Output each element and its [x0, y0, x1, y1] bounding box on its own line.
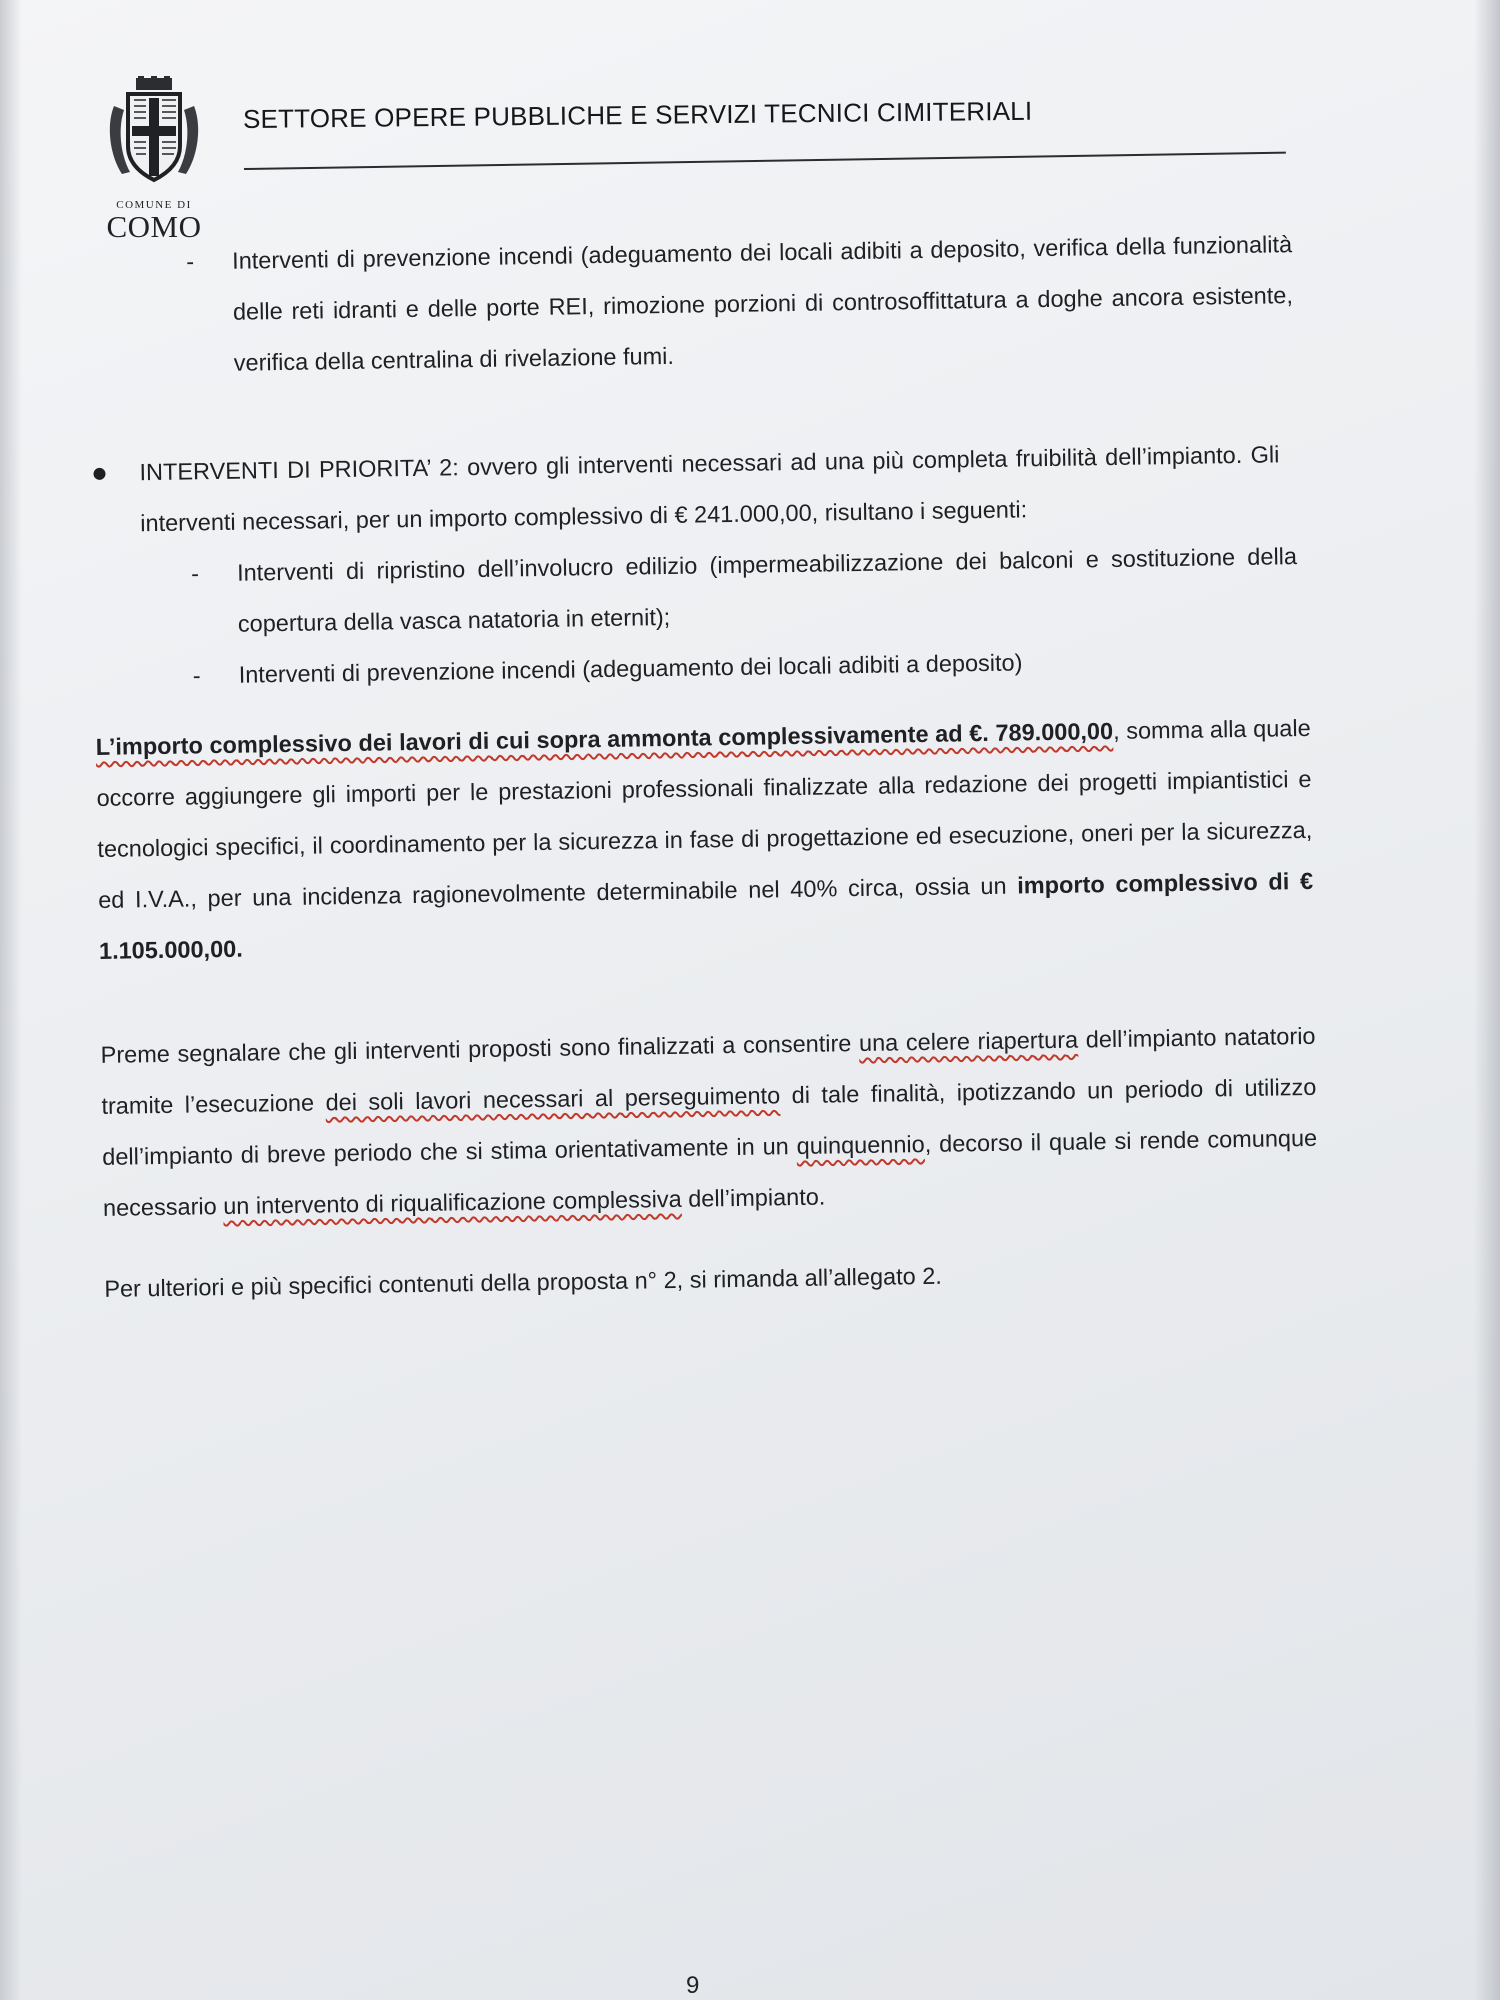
preme-highlight: una celere riapertura: [858, 1026, 1079, 1057]
preme-highlight: dei soli lavori necessari al perseguimento: [325, 1082, 781, 1116]
list-dash: -: [190, 560, 200, 587]
priority-2-paragraph: INTERVENTI DI PRIORITA’ 2: ovvero gli interventi necessari ad una più completa fruibilità dell’impianto. Gli interventi necessari, per un importo complessivo di € 241.000,00, risultano i seguenti:: [139, 441, 1280, 537]
summary-total-bold: importo complessivo di € 1.105.000,00.: [98, 867, 1314, 964]
preme-paragraph: [100, 1011, 1318, 1234]
preme-text: dell’impianto natatorio tramite l’esecuzione: [101, 1022, 1316, 1119]
como-coat-of-arms-logo: [100, 76, 208, 242]
logo-como: COMO: [106, 209, 202, 244]
summary-text: , somma alla quale occorre aggiungere gli importi per le prestazioni professionali finalizzate alla redazione dei progetti impiantistici e tecnologici specifici, il coordinamento per la sicurezza in fase di progettazione ed esecuzione, oneri per la sicurezza, ed I.V.A., per una incidenza ragionevolmente determinabile nel 40% circa, ossia un: [96, 714, 1313, 913]
header-divider: [244, 152, 1286, 170]
page-number: 9: [686, 1972, 700, 1999]
list-dash: -: [185, 248, 195, 275]
fire-prevention-deposit-item: Interventi di prevenzione incendi (adeguamento dei locali adibiti a deposito): [238, 649, 1023, 688]
shield-crest-icon: [106, 76, 202, 186]
logo-comune-di: COMUNE DI: [116, 199, 192, 211]
sector-title: SETTORE OPERE PUBBLICHE E SERVIZI TECNICI CIMITERIALI: [242, 95, 1033, 134]
preme-text: dell’impianto.: [681, 1183, 826, 1212]
summary-paragraph: [95, 703, 1314, 977]
bullet-icon: [93, 468, 105, 480]
preme-text: Preme segnalare che gli interventi proposti sono finalizzati a consentire: [100, 1030, 860, 1068]
envelope-restoration-item: Interventi di ripristino dell’involucro edilizio (impermeabilizzazione dei balconi e sostituzione della copertura della vasca natatoria in eternit);: [236, 543, 1298, 637]
preme-text: di tale finalità, ipotizzando un periodo di utilizzo dell’impianto di breve periodo che si stima orientativamente in un: [102, 1073, 1317, 1170]
closing-paragraph: Per ulteriori e più specifici contenuti della proposta n° 2, si rimanda all’allegato 2.: [104, 1262, 942, 1302]
preme-text: , decorso il quale si rende comunque necessario: [102, 1124, 1318, 1221]
list-dash: -: [192, 662, 201, 689]
summary-amount-bold: L’importo complessivo dei lavori di cui sopra ammonta complessivamente ad €. 789.000,00: [95, 717, 1114, 760]
preme-highlight: quinquennio: [796, 1131, 925, 1160]
preme-highlight: un intervento di riqualificazione complessiva: [223, 1185, 682, 1220]
fire-prevention-item: Interventi di prevenzione incendi (adeguamento dei locali adibiti a deposito, verifica della funzionalità delle reti idranti e delle porte REI, rimozione porzioni di controsoffittatura a doghe ancora esistente, verifica della centralina di rivelazione fumi.: [231, 231, 1294, 376]
